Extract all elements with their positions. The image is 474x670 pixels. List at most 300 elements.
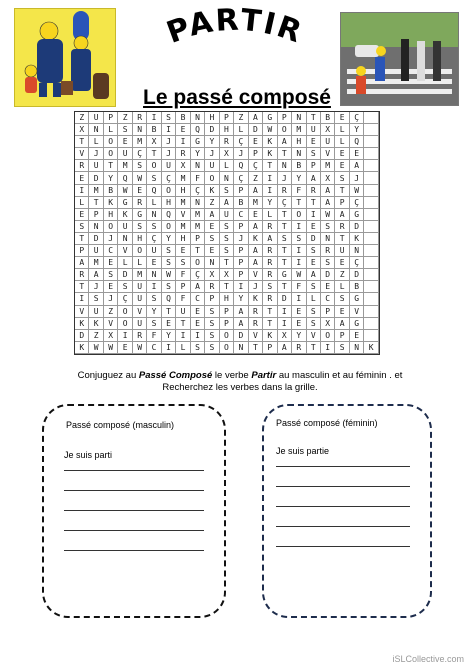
grid-cell[interactable]: A	[249, 185, 263, 197]
grid-cell[interactable]: D	[350, 221, 364, 233]
grid-cell[interactable]: D	[321, 269, 335, 281]
grid-cell[interactable]: U	[89, 112, 103, 124]
grid-cell[interactable]: Y	[147, 306, 161, 318]
grid-cell[interactable]: E	[133, 185, 147, 197]
grid-cell[interactable]: M	[89, 257, 103, 269]
grid-cell[interactable]: R	[263, 257, 277, 269]
grid-cell[interactable]: F	[176, 269, 190, 281]
grid-cell[interactable]: T	[75, 136, 89, 148]
answer-line[interactable]	[64, 470, 204, 471]
grid-cell[interactable]: X	[278, 330, 292, 342]
grid-cell[interactable]: A	[307, 269, 321, 281]
grid-cell[interactable]: Ç	[249, 160, 263, 172]
grid-cell[interactable]: R	[335, 221, 349, 233]
grid-cell[interactable]: R	[307, 185, 321, 197]
grid-cell[interactable]: Z	[335, 269, 349, 281]
grid-cell[interactable]: D	[249, 124, 263, 136]
grid-cell[interactable]: U	[205, 160, 219, 172]
grid-cell[interactable]: Y	[263, 197, 277, 209]
grid-cell[interactable]: G	[350, 318, 364, 330]
grid-cell[interactable]: M	[191, 209, 205, 221]
grid-cell[interactable]: X	[220, 269, 234, 281]
grid-cell[interactable]: N	[350, 342, 364, 354]
grid-cell[interactable]: O	[191, 257, 205, 269]
grid-cell[interactable]: I	[162, 124, 176, 136]
grid-cell[interactable]: R	[249, 306, 263, 318]
grid-cell[interactable]: N	[321, 233, 335, 245]
grid-cell[interactable]: N	[220, 172, 234, 184]
grid-cell[interactable]: A	[191, 281, 205, 293]
answer-line[interactable]	[64, 510, 204, 511]
grid-cell[interactable]: S	[220, 245, 234, 257]
grid-cell[interactable]: I	[234, 281, 248, 293]
grid-cell[interactable]: T	[307, 342, 321, 354]
grid-cell[interactable]: Z	[118, 112, 132, 124]
grid-cell[interactable]: S	[335, 342, 349, 354]
grid-cell[interactable]: W	[104, 342, 118, 354]
grid-cell[interactable]: O	[104, 136, 118, 148]
grid-cell[interactable]: E	[104, 281, 118, 293]
grid-cell[interactable]: S	[147, 172, 161, 184]
grid-cell[interactable]: D	[278, 293, 292, 305]
grid-cell[interactable]: M	[249, 197, 263, 209]
grid-cell[interactable]: O	[118, 306, 132, 318]
grid-cell[interactable]: B	[147, 124, 161, 136]
grid-cell[interactable]: U	[321, 136, 335, 148]
grid-cell[interactable]: C	[147, 342, 161, 354]
grid-cell[interactable]: S	[263, 281, 277, 293]
grid-cell[interactable]: D	[75, 330, 89, 342]
grid-cell[interactable]: J	[162, 136, 176, 148]
grid-cell[interactable]: P	[335, 330, 349, 342]
grid-cell[interactable]: F	[191, 172, 205, 184]
grid-cell[interactable]: P	[89, 209, 103, 221]
grid-cell[interactable]: E	[307, 221, 321, 233]
grid-cell[interactable]: N	[191, 112, 205, 124]
grid-cell[interactable]: S	[147, 318, 161, 330]
grid-cell[interactable]: O	[220, 330, 234, 342]
grid-cell[interactable]: A	[205, 209, 219, 221]
grid-cell[interactable]: H	[104, 209, 118, 221]
grid-cell[interactable]: U	[133, 318, 147, 330]
grid-cell[interactable]: X	[176, 160, 190, 172]
grid-cell[interactable]: N	[89, 221, 103, 233]
grid-cell[interactable]: U	[89, 306, 103, 318]
grid-cell[interactable]: N	[118, 233, 132, 245]
grid-cell[interactable]: H	[205, 112, 219, 124]
grid-cell[interactable]	[364, 136, 378, 148]
grid-cell[interactable]: O	[278, 124, 292, 136]
grid-cell[interactable]: H	[220, 293, 234, 305]
grid-cell[interactable]: X	[147, 136, 161, 148]
answer-line[interactable]	[64, 550, 204, 551]
grid-cell[interactable]: U	[335, 245, 349, 257]
grid-cell[interactable]: Y	[205, 136, 219, 148]
grid-cell[interactable]: P	[220, 306, 234, 318]
grid-cell[interactable]: B	[234, 197, 248, 209]
grid-cell[interactable]: Q	[191, 124, 205, 136]
grid-cell[interactable]: Q	[162, 209, 176, 221]
grid-cell[interactable]: E	[335, 160, 349, 172]
grid-cell[interactable]: I	[263, 172, 277, 184]
grid-cell[interactable]: L	[104, 124, 118, 136]
grid-cell[interactable]: W	[89, 342, 103, 354]
grid-cell[interactable]: P	[278, 112, 292, 124]
grid-cell[interactable]: T	[89, 197, 103, 209]
grid-cell[interactable]: E	[191, 318, 205, 330]
grid-cell[interactable]: A	[249, 221, 263, 233]
grid-cell[interactable]: M	[191, 221, 205, 233]
grid-cell[interactable]: W	[321, 209, 335, 221]
grid-cell[interactable]: R	[133, 197, 147, 209]
grid-cell[interactable]: R	[263, 221, 277, 233]
grid-cell[interactable]: O	[104, 148, 118, 160]
grid-cell[interactable]: F	[292, 185, 306, 197]
grid-cell[interactable]: O	[162, 185, 176, 197]
grid-cell[interactable]: P	[234, 257, 248, 269]
grid-cell[interactable]: Ç	[162, 172, 176, 184]
grid-cell[interactable]: Y	[350, 124, 364, 136]
answer-line[interactable]	[276, 466, 410, 467]
grid-cell[interactable]: O	[292, 209, 306, 221]
grid-cell[interactable]: E	[249, 209, 263, 221]
grid-cell[interactable]: I	[176, 136, 190, 148]
grid-cell[interactable]: U	[133, 281, 147, 293]
grid-cell[interactable]: K	[263, 136, 277, 148]
grid-cell[interactable]: E	[350, 330, 364, 342]
grid-cell[interactable]: G	[350, 209, 364, 221]
grid-cell[interactable]: E	[118, 136, 132, 148]
grid-cell[interactable]: T	[278, 257, 292, 269]
grid-cell[interactable]: R	[176, 148, 190, 160]
grid-cell[interactable]: V	[350, 306, 364, 318]
grid-cell[interactable]: Ç	[118, 293, 132, 305]
grid-cell[interactable]: Ç	[350, 197, 364, 209]
grid-cell[interactable]: V	[75, 306, 89, 318]
grid-cell[interactable]: R	[249, 318, 263, 330]
grid-cell[interactable]: U	[118, 148, 132, 160]
grid-cell[interactable]: U	[89, 160, 103, 172]
grid-cell[interactable]: K	[104, 197, 118, 209]
grid-cell[interactable]: D	[118, 269, 132, 281]
grid-cell[interactable]: T	[75, 281, 89, 293]
grid-cell[interactable]: U	[220, 209, 234, 221]
grid-cell[interactable]: J	[104, 233, 118, 245]
grid-cell[interactable]: T	[307, 112, 321, 124]
answer-line[interactable]	[276, 486, 410, 487]
grid-cell[interactable]: S	[205, 233, 219, 245]
grid-cell[interactable]: E	[249, 136, 263, 148]
grid-cell[interactable]: O	[118, 318, 132, 330]
grid-cell[interactable]	[364, 172, 378, 184]
grid-cell[interactable]: E	[292, 318, 306, 330]
grid-cell[interactable]: J	[234, 148, 248, 160]
grid-cell[interactable]: E	[335, 112, 349, 124]
grid-cell[interactable]: R	[263, 293, 277, 305]
grid-cell[interactable]: A	[249, 112, 263, 124]
grid-cell[interactable]: H	[176, 233, 190, 245]
grid-cell[interactable]: P	[321, 306, 335, 318]
grid-cell[interactable]: R	[263, 269, 277, 281]
grid-cell[interactable]: T	[220, 257, 234, 269]
grid-cell[interactable]: N	[278, 160, 292, 172]
grid-cell[interactable]: T	[220, 281, 234, 293]
grid-cell[interactable]: I	[118, 330, 132, 342]
grid-cell[interactable]: U	[147, 245, 161, 257]
grid-cell[interactable]: L	[133, 257, 147, 269]
grid-cell[interactable]: A	[234, 318, 248, 330]
grid-cell[interactable]: S	[307, 148, 321, 160]
grid-cell[interactable]: I	[147, 112, 161, 124]
grid-cell[interactable]: X	[321, 172, 335, 184]
grid-cell[interactable]: P	[104, 112, 118, 124]
grid-cell[interactable]: T	[263, 306, 277, 318]
grid-cell[interactable]: Ç	[234, 136, 248, 148]
grid-cell[interactable]: X	[75, 124, 89, 136]
grid-cell[interactable]: J	[278, 172, 292, 184]
grid-cell[interactable]: T	[147, 148, 161, 160]
grid-cell[interactable]: I	[292, 257, 306, 269]
grid-cell[interactable]	[364, 112, 378, 124]
grid-cell[interactable]: S	[75, 221, 89, 233]
grid-cell[interactable]: L	[307, 293, 321, 305]
grid-cell[interactable]: T	[307, 197, 321, 209]
grid-cell[interactable]: D	[234, 330, 248, 342]
grid-cell[interactable]: S	[147, 221, 161, 233]
grid-cell[interactable]: S	[118, 124, 132, 136]
grid-cell[interactable]: A	[321, 185, 335, 197]
grid-cell[interactable]: G	[133, 209, 147, 221]
grid-cell[interactable]: M	[176, 197, 190, 209]
grid-cell[interactable]: R	[220, 136, 234, 148]
grid-cell[interactable]: A	[278, 342, 292, 354]
grid-cell[interactable]: S	[335, 172, 349, 184]
grid-cell[interactable]: K	[263, 148, 277, 160]
grid-cell[interactable]: Y	[162, 330, 176, 342]
grid-cell[interactable]: X	[220, 148, 234, 160]
grid-cell[interactable]: W	[350, 185, 364, 197]
grid-cell[interactable]: H	[176, 185, 190, 197]
grid-cell[interactable]: O	[104, 221, 118, 233]
grid-cell[interactable]: S	[162, 112, 176, 124]
grid-cell[interactable]: S	[162, 245, 176, 257]
grid-cell[interactable]: N	[89, 124, 103, 136]
grid-cell[interactable]: S	[176, 257, 190, 269]
grid-cell[interactable]: S	[220, 185, 234, 197]
grid-cell[interactable]: E	[75, 172, 89, 184]
grid-cell[interactable]: U	[176, 306, 190, 318]
grid-cell[interactable]: G	[350, 293, 364, 305]
grid-cell[interactable]: T	[278, 281, 292, 293]
grid-cell[interactable]	[364, 257, 378, 269]
grid-cell[interactable]: J	[89, 148, 103, 160]
grid-cell[interactable]: Y	[162, 233, 176, 245]
grid-cell[interactable]: X	[205, 269, 219, 281]
grid-cell[interactable]: P	[75, 245, 89, 257]
grid-cell[interactable]: T	[249, 342, 263, 354]
grid-cell[interactable]: K	[205, 185, 219, 197]
grid-cell[interactable]: M	[133, 269, 147, 281]
grid-cell[interactable]: I	[263, 185, 277, 197]
grid-cell[interactable]: P	[205, 293, 219, 305]
grid-cell[interactable]: Z	[104, 306, 118, 318]
grid-cell[interactable]: I	[292, 245, 306, 257]
grid-cell[interactable]: M	[118, 160, 132, 172]
grid-cell[interactable]: Ç	[350, 112, 364, 124]
grid-cell[interactable]: X	[104, 330, 118, 342]
grid-cell[interactable]: Q	[118, 172, 132, 184]
grid-cell[interactable]: Ç	[234, 172, 248, 184]
grid-cell[interactable]: G	[118, 197, 132, 209]
grid-cell[interactable]: K	[89, 318, 103, 330]
grid-cell[interactable]: P	[234, 269, 248, 281]
grid-cell[interactable]: Ç	[191, 185, 205, 197]
grid-cell[interactable]: A	[249, 257, 263, 269]
grid-cell[interactable]: A	[220, 197, 234, 209]
grid-cell[interactable]: S	[321, 257, 335, 269]
grid-cell[interactable]	[364, 330, 378, 342]
grid-cell[interactable]: E	[292, 306, 306, 318]
grid-cell[interactable]: L	[335, 124, 349, 136]
grid-cell[interactable]: Ç	[133, 148, 147, 160]
grid-cell[interactable]: L	[147, 197, 161, 209]
grid-cell[interactable]: H	[220, 124, 234, 136]
grid-cell[interactable]: E	[118, 342, 132, 354]
grid-cell[interactable]: D	[350, 269, 364, 281]
grid-cell[interactable]: V	[104, 318, 118, 330]
grid-cell[interactable]: L	[176, 342, 190, 354]
grid-cell[interactable]: D	[89, 233, 103, 245]
answer-line[interactable]	[276, 506, 410, 507]
grid-cell[interactable]: N	[292, 112, 306, 124]
grid-cell[interactable]: N	[147, 269, 161, 281]
grid-cell[interactable]: E	[147, 257, 161, 269]
grid-cell[interactable]: M	[176, 221, 190, 233]
grid-cell[interactable]: U	[307, 124, 321, 136]
grid-cell[interactable]: D	[307, 233, 321, 245]
grid-cell[interactable]: S	[307, 281, 321, 293]
grid-cell[interactable]: A	[278, 136, 292, 148]
grid-cell[interactable]: N	[133, 124, 147, 136]
grid-cell[interactable]: S	[307, 318, 321, 330]
grid-cell[interactable]: R	[278, 185, 292, 197]
grid-cell[interactable]: E	[162, 318, 176, 330]
answer-line[interactable]	[64, 490, 204, 491]
grid-cell[interactable]: T	[176, 318, 190, 330]
grid-cell[interactable]: I	[292, 293, 306, 305]
grid-cell[interactable]: Ç	[278, 197, 292, 209]
grid-cell[interactable]	[364, 185, 378, 197]
grid-cell[interactable]: S	[205, 318, 219, 330]
grid-cell[interactable]: O	[162, 221, 176, 233]
grid-cell[interactable]: J	[104, 293, 118, 305]
grid-cell[interactable]: D	[89, 172, 103, 184]
grid-cell[interactable]: N	[292, 148, 306, 160]
grid-cell[interactable]: Y	[191, 148, 205, 160]
grid-cell[interactable]	[364, 318, 378, 330]
grid-cell[interactable]: J	[249, 281, 263, 293]
grid-cell[interactable]: K	[364, 342, 378, 354]
grid-cell[interactable]: U	[118, 221, 132, 233]
grid-cell[interactable]: Ç	[191, 269, 205, 281]
grid-cell[interactable]: V	[176, 209, 190, 221]
grid-cell[interactable]: O	[220, 342, 234, 354]
grid-cell[interactable]: S	[133, 160, 147, 172]
grid-cell[interactable]: L	[234, 124, 248, 136]
grid-cell[interactable]: I	[176, 330, 190, 342]
grid-cell[interactable]: P	[234, 245, 248, 257]
grid-cell[interactable]: S	[205, 342, 219, 354]
grid-cell[interactable]: I	[307, 209, 321, 221]
grid-cell[interactable]: A	[321, 197, 335, 209]
grid-cell[interactable]: P	[176, 281, 190, 293]
grid-cell[interactable]: E	[104, 257, 118, 269]
grid-cell[interactable]: I	[321, 342, 335, 354]
grid-cell[interactable]: S	[220, 233, 234, 245]
grid-cell[interactable]: L	[220, 160, 234, 172]
grid-cell[interactable]: I	[292, 221, 306, 233]
grid-cell[interactable]: S	[104, 269, 118, 281]
grid-cell[interactable]: Q	[147, 185, 161, 197]
grid-cell[interactable]: B	[104, 185, 118, 197]
grid-cell[interactable]: F	[176, 293, 190, 305]
grid-cell[interactable]: H	[292, 136, 306, 148]
grid-cell[interactable]: E	[191, 306, 205, 318]
grid-cell[interactable]: E	[205, 221, 219, 233]
grid-cell[interactable]: R	[263, 245, 277, 257]
grid-cell[interactable]: R	[321, 245, 335, 257]
grid-cell[interactable]: W	[133, 172, 147, 184]
grid-cell[interactable]: F	[292, 281, 306, 293]
grid-cell[interactable]: P	[335, 197, 349, 209]
grid-cell[interactable]: Ç	[350, 257, 364, 269]
grid-cell[interactable]: J	[350, 172, 364, 184]
grid-cell[interactable]: C	[104, 245, 118, 257]
grid-cell[interactable]: S	[133, 221, 147, 233]
grid-cell[interactable]: L	[335, 281, 349, 293]
grid-cell[interactable]: Z	[89, 330, 103, 342]
grid-cell[interactable]: L	[118, 257, 132, 269]
grid-cell[interactable]: C	[321, 293, 335, 305]
grid-cell[interactable]: I	[191, 330, 205, 342]
grid-cell[interactable]: A	[307, 172, 321, 184]
grid-cell[interactable]: Y	[292, 330, 306, 342]
grid-cell[interactable]: T	[278, 209, 292, 221]
grid-cell[interactable]: T	[75, 233, 89, 245]
grid-cell[interactable]: Y	[104, 172, 118, 184]
grid-cell[interactable]: S	[118, 281, 132, 293]
answer-line[interactable]	[276, 526, 410, 527]
grid-cell[interactable]: S	[147, 293, 161, 305]
grid-cell[interactable]: E	[205, 245, 219, 257]
answer-line[interactable]	[276, 546, 410, 547]
grid-cell[interactable]: Z	[205, 197, 219, 209]
grid-cell[interactable]: T	[263, 318, 277, 330]
grid-cell[interactable]: I	[162, 342, 176, 354]
grid-cell[interactable]: P	[220, 112, 234, 124]
grid-cell[interactable]: O	[133, 245, 147, 257]
grid-cell[interactable]: V	[118, 245, 132, 257]
grid-cell[interactable]: P	[249, 148, 263, 160]
grid-cell[interactable]: Y	[234, 293, 248, 305]
grid-cell[interactable]: S	[89, 293, 103, 305]
grid-cell[interactable]: Z	[234, 112, 248, 124]
grid-cell[interactable]: A	[234, 306, 248, 318]
grid-cell[interactable]: J	[162, 148, 176, 160]
grid-cell[interactable]: E	[335, 306, 349, 318]
grid-cell[interactable]: C	[234, 209, 248, 221]
grid-cell[interactable]: M	[89, 185, 103, 197]
